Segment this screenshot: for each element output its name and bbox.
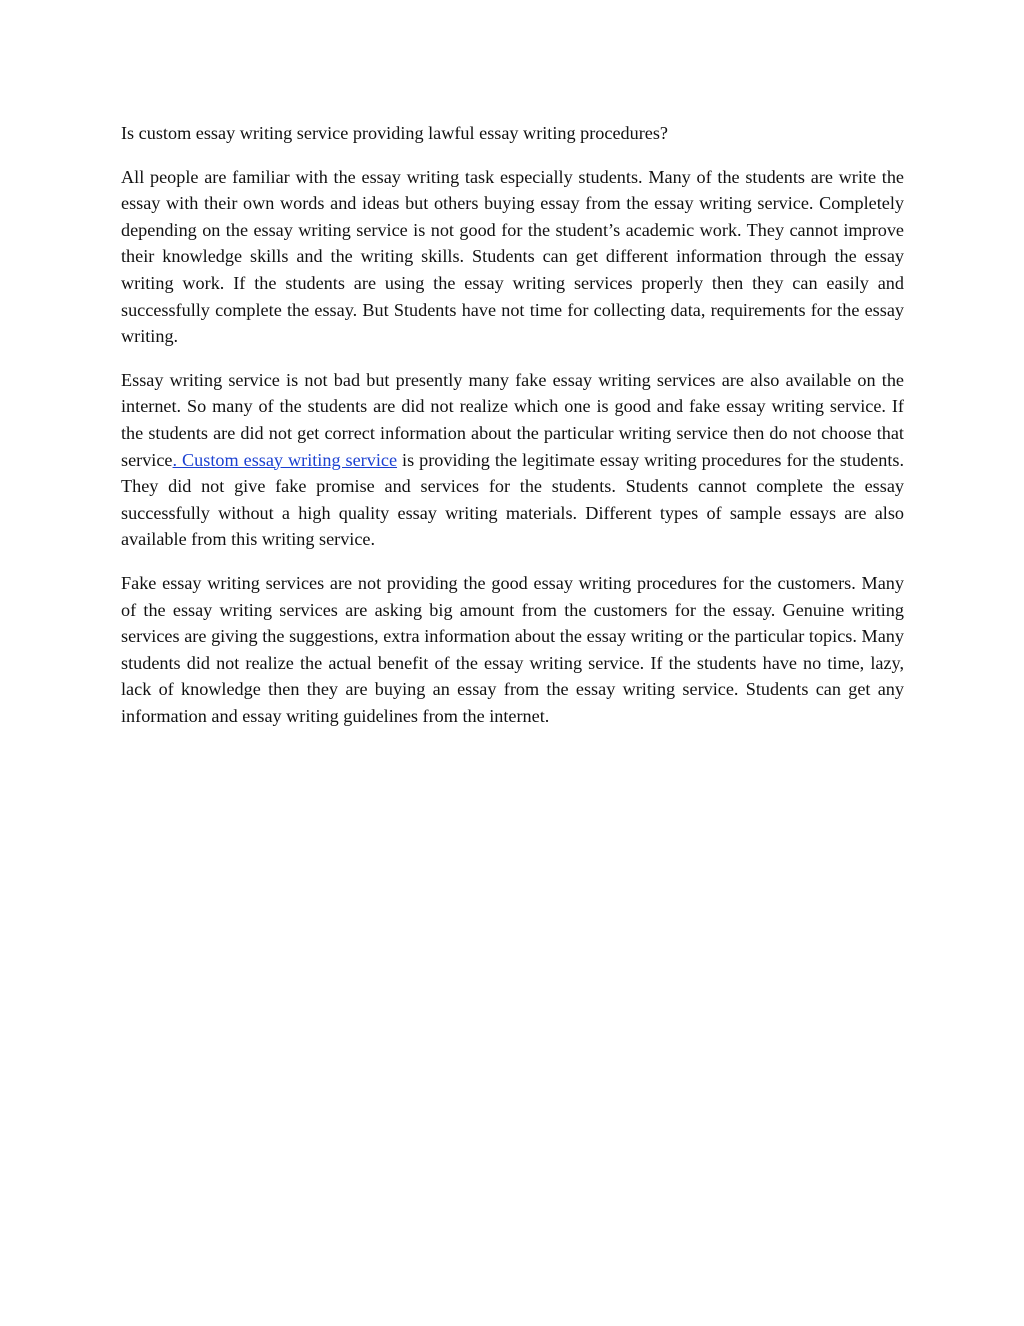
document-title: Is custom essay writing service providing lawful essay writing procedures? [121, 123, 669, 143]
paragraph-2-text-after-link: is providing the legitimate essay writing procedures for the students. They did not give fake promise and services for the students. Students cannot complete the essay successfully without a high quality essay writing materials. Different types of sample essays are also available from this writing service. [121, 449, 905, 550]
paragraph-3: Fake essay writing services are not providing the good essay writing procedures for the customers. Many of the essay writing services are asking big amount from the customers for the essay. Genuine writing services are giving the suggestions, extra information about the essay writing or the particular topics. Many students did not realize the actual benefit of the essay writing service. If the students have no time, lazy, lack of knowledge then they are buying an essay from the essay writing service. Students can get any information and essay writing guidelines from the internet. [121, 572, 904, 726]
paragraph-1: All people are familiar with the essay writing task especially students. Many of the students are write the essay with their own words and ideas but others buying essay from the essay writing service. Completely depending on the essay writing service is not good for the student’s academic work. They cannot improve their knowledge skills and the writing skills. Students can get different information through the essay writing work. If the students are using the essay writing services properly then they can easily and successfully complete the essay. But Students have not time for collecting data, requirements for the essay writing. [121, 166, 904, 347]
paragraph-2-text-before-link: Essay writing service is not bad but presently many fake essay writing services are also available on the internet. So many of the students are did not realize which one is good and fake essay writing service. If the students are did not get correct information about the particular writing service then do not choose that service [121, 369, 904, 470]
custom-essay-writing-service-link[interactable]: . Custom essay writing service [172, 449, 398, 470]
document-body [121, 120, 904, 746]
paragraph-2 [121, 367, 904, 553]
